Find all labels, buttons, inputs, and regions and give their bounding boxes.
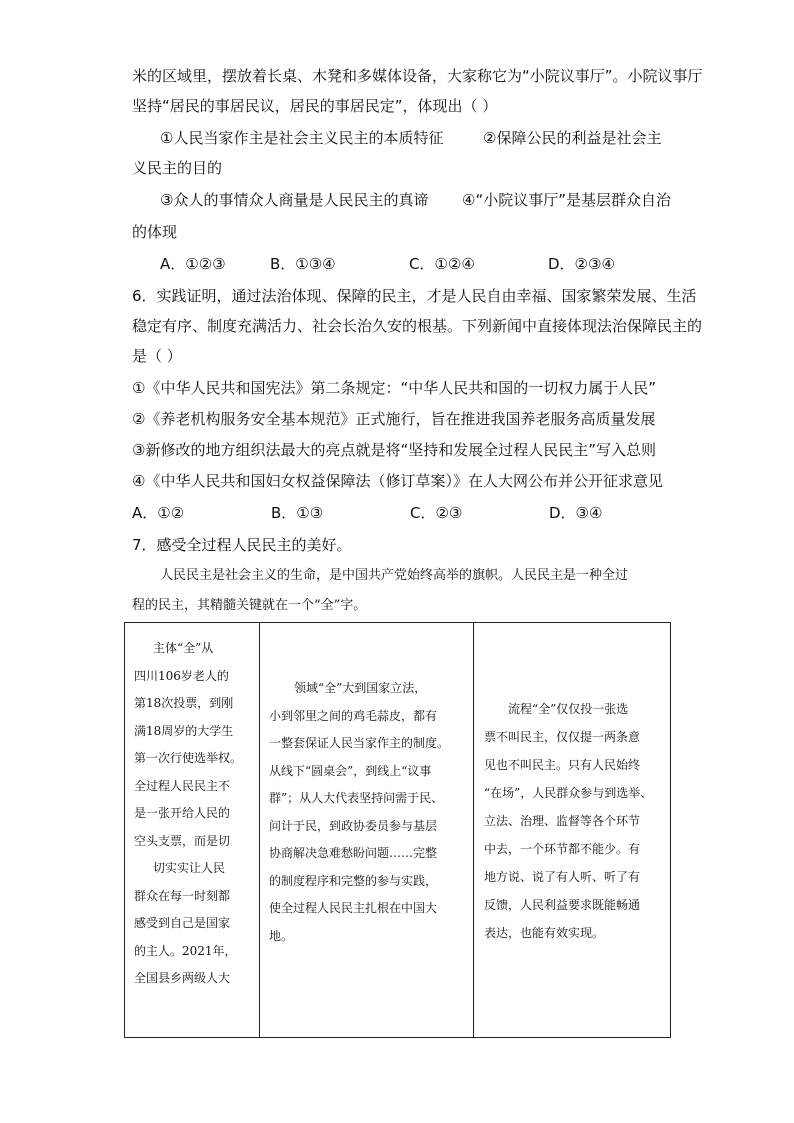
col2-line: 的制度程序和完整的参与实践， [269,873,438,888]
col1-line: 空头支票，而是切 [134,833,231,848]
q6-option-b[interactable]: B．①③ [271,504,324,522]
col2-line: 协商解决急难愁盼问题……完整 [269,846,438,860]
col2-line: 领域“全”大到国家立法， [294,681,427,695]
q6-statement-1: ①《中华人民共和国宪法》第二条规定：“中华人民共和国的一切权力属于人民” [132,379,656,397]
q6-stem-line1: 6．实践证明，通过法治体现、保障的民主，才是人民自由幸福、国家繁荣发展、生活 [132,287,697,305]
q6-statement-4: ④《中华人民共和国妇女权益保障法（修订草案）》在人大网公布并公开征求意见 [132,472,663,490]
q5-option-c[interactable]: C．①②④ [409,255,475,273]
q6-stem-line3: 是（ ） [132,347,182,365]
col2-line: 小到邻里之间的鸡毛蒜皮，都有 [269,708,438,723]
q6-option-c[interactable]: C．②③ [410,504,463,522]
col3-line: 流程“全”仅仅投一张选 [508,702,629,716]
col3-line: 反馈，人民利益要求既能畅通 [484,898,641,912]
q5-statement-2: ②保障公民的利益是社会主 [483,129,662,147]
q7-intro-line2: 程的民主，其精髓关键就在一个“全”字。 [132,598,367,613]
col1-line: 全过程人民民主不 [134,778,231,793]
col3-line: 见也不叫民主。只有人民始终 [484,758,641,772]
col3-line: 中去，一个环节都不能少。有 [484,842,641,856]
q5-option-b[interactable]: B．①③④ [270,255,336,273]
column-process [474,623,671,1038]
col1-line: 是一张开给人民的 [134,806,231,820]
col1-line: 切实实让人民 [153,861,226,875]
col1-line: 全国县乡两级人大 [134,971,231,985]
col3-line: 立法、治理、监督等各个环节 [484,814,641,828]
q6-statement-3: ③新修改的地方组织法最大的亮点就是将“坚持和发展全过程人民民主”写入总则 [132,441,656,459]
q7-title: 7．感受全过程人民民主的美好。 [132,536,352,554]
q5-statement-4: ④“小院议事厅”是基层群众自治 [462,191,671,209]
col2-line: 问计于民，到政协委员参与基层 [269,818,438,833]
col2-line: 地。 [269,928,294,943]
q6-stem-line2: 稳定有序、制度充满活力、社会长治久安的根基。下列新闻中直接体现法治保障民主的 [132,317,703,335]
col3-line: 地方说、说了有人听、听了有 [484,870,641,884]
q6-options [132,503,612,523]
q5-statement-1: ①人民当家作主是社会主义民主的本质特征 [160,129,444,147]
q5-stem-line2: 坚持“居民的事居民议，居民的事居民定”，体现出（ ） [132,97,498,115]
q6-statement-2: ②《养老机构服务安全基本规范》正式施行，旨在推进我国养老服务高质量发展 [132,410,656,428]
col1-line: 感受到自己是国家 [134,916,231,930]
column-subject [125,623,260,1038]
col3-line: “在场”，人民群众参与到选举、 [484,786,653,800]
q5-option-a[interactable]: A．①②③ [160,255,226,273]
col3-line: 票不叫民主，仅仅提一两条意 [484,730,641,744]
q5-statement-3: ③众人的事情众人商量是人民民主的真谛 [160,191,429,209]
q7-material-table [124,622,671,1038]
q5-option-d[interactable]: D．②③④ [548,255,615,273]
q6-option-d[interactable]: D．③④ [549,504,603,522]
q7-intro-line1: 人民民主是社会主义的生命，是中国共产党始终高举的旗帜。人民民主是一种全过 [160,568,629,583]
q6-option-a[interactable]: A．①② [132,504,185,522]
col2-line: 使全过程人民民主扎根在中国大 [269,901,438,915]
col1-line: 群众在每一时刻都 [134,888,231,903]
col1-line: 第一次行使选举权。 [134,751,243,765]
q5-options [160,254,640,274]
column-domain [260,623,474,1038]
q5-statement-2-cont: 义民主的目的 [132,159,223,177]
col2-line: 群”；从人大代表坚持问需于民、 [269,791,444,805]
q5-statement-4-cont: 的体现 [132,223,178,241]
col1-line: 主体“全”从 [153,641,214,655]
col1-line: 四川106岁老人的 [134,668,229,683]
col1-line: 的主人。2021年， [134,943,237,958]
col2-line: 一整套保证人民当家作主的制度。 [269,736,450,750]
col1-line: 满18周岁的大学生 [134,723,234,738]
col1-line: 第18次投票，到刚 [134,696,234,710]
col2-line: 从线下“圆桌会”，到线上“议事 [269,763,432,778]
q5-stem-line1: 米的区域里，摆放着长桌、木凳和多媒体设备，大家称它为“小院议事厅”。小院议事厅 [132,67,703,85]
col3-line: 表达，也能有效实现。 [484,926,605,940]
